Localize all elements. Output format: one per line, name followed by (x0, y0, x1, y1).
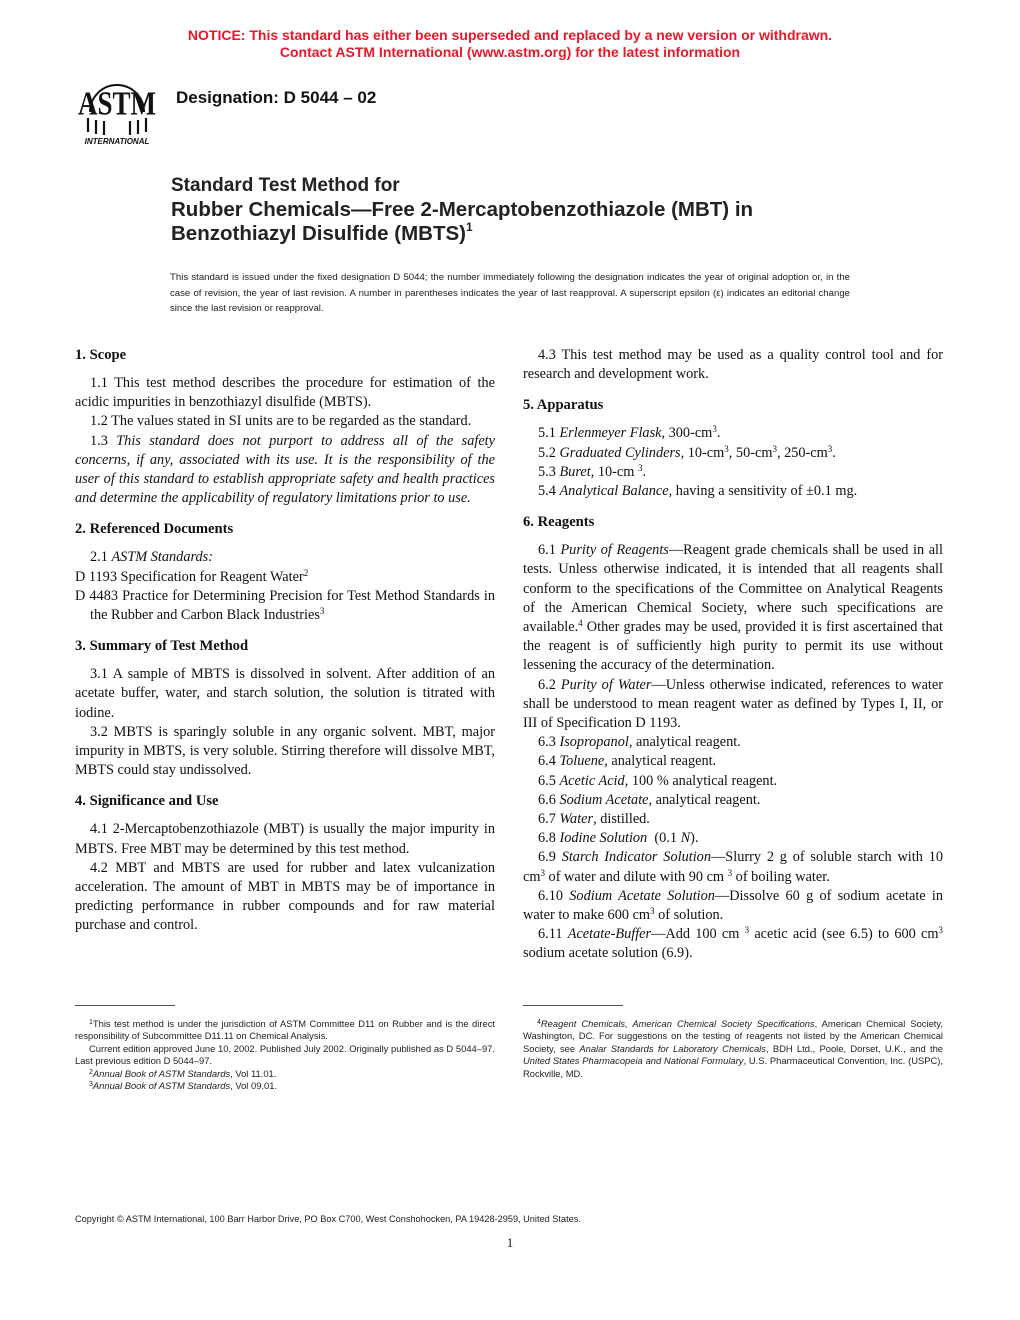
para-6-1: 6.1 Purity of Reagents—Reagent grade chemicals shall be used in all tests. Unless otherwise indicated, it is intended that all reagents shall conform to the specifications of the Committee on Analytical Reagents of the American Chemical Society, where such specifications are available.$^4$ Other grades may be used, provided it is first ascertained that the reagent is of sufficiently high purity to permit its use without lessening the accuracy of the determination. (523, 542, 943, 674)
left-column (75, 346, 495, 936)
para-3-2: 3.2 MBTS is sparingly soluble in any organic solvent. MBT, major impurity in MBTS, is very soluble. Stirring therefore will dissolve MBT, MBTS could stay undissolved. (75, 723, 495, 779)
para-4-3: 4.3 This test method may be used as a quality control tool and for research and development work. (523, 347, 943, 383)
notice-line-1: NOTICE: This standard has either been superseded and replaced by a new version or withdrawn. (187, 27, 833, 43)
right-column (523, 346, 943, 964)
para-5-1: 5.1 Erlenmeyer Flask, $300-cm^3$. (538, 424, 721, 442)
section-2-heading: 2. Referenced Documents (75, 521, 234, 538)
footnote-4: $^4$Reagent Chemicals, American Chemical Society Specifications, American Chemical Society, Washington, DC. For suggestions on the testing of reagents not listed by the American Chemical Society, see Analar Standards for Laboratory Chemicals, BDH Ltd., Poole, Dorset, U.K., and the United States Pharmacopeia and National Formulary, U.S. Pharmaceutical Convention, Inc. (USPC), Rockville, MD. (523, 1018, 943, 1079)
para-1-3: 1.3 This standard does not purport to address all of the safety concerns, if any, associated with its use. It is the responsibility of the user of this standard to establish appropriate safety and health practices and determine the applicability of regulatory limitations prior to use. (75, 432, 495, 507)
para-6-11: 6.11 Acetate-Buffer—Add 100 cm $^3$ acetic acid (see 6.5) to 600 $cm^3$ sodium acetate solution (6.9). (523, 925, 943, 962)
copyright-line: Copyright © ASTM International, 100 Barr Harbor Drive, PO Box C700, West Conshohocken, PA 19428-2959, United States. (75, 1214, 581, 1224)
title-footnote-ref[interactable]: 1 (465, 220, 473, 234)
para-1-2: 1.2 The values stated in SI units are to be regarded as the standard. (90, 413, 472, 430)
para-4-2: 4.2 MBT and MBTS are used for rubber and latex vulcanization acceleration. The amount of MBT in MBTS may be of importance in predicting performance in rubber compounds and for raw material purchase and control. (75, 859, 495, 934)
para-6-9: 6.9 Starch Indicator Solution—Slurry 2 g of soluble starch with 10 $cm^3$ of water and dilute with 90 cm $^3$ of boiling water. (523, 849, 944, 885)
notice-line-2: Contact ASTM International (www.astm.org) for the latest information (279, 44, 741, 60)
footnote-2: $^2$Annual Book of ASTM Standards, Vol 11.01. (89, 1067, 277, 1079)
footnote-3: $^3$Annual Book of ASTM Standards, Vol 09.01. (89, 1080, 278, 1092)
section-3-heading: 3. Summary of Test Method (75, 638, 249, 655)
para-6-10: 6.10 Sodium Acetate Solution—Dissolve 60 g of sodium acetate in water to make 600 $cm^3$ of solution. (523, 887, 944, 924)
para-3-1: 3.1 A sample of MBTS is dissolved in solvent. After addition of an acetate buffer, water, and starch solution, the solution is titrated with iodine. (75, 666, 495, 721)
para-6-4: 6.4 Toluene, analytical reagent. (538, 753, 717, 770)
ref-d1193[interactable]: D 1193 Specification for Reagent Water$^2$ (75, 567, 309, 585)
astm-logo (74, 76, 160, 148)
section-1-heading: 1. Scope (75, 347, 127, 363)
para-5-2: 5.2 Graduated Cylinders, $10-cm^3$, $50-cm^3$, $250-cm^3$. (538, 443, 836, 461)
title-line-1: Standard Test Method for (171, 175, 400, 196)
title-line-2: Rubber Chemicals—Free 2-Mercaptobenzothiazole (MBT) in (171, 198, 754, 221)
para-6-7: 6.7 Water, distilled. (538, 811, 650, 828)
footnote-1-cont: Current edition approved June 10, 2002. Published July 2002. Originally published as D 5044–97. Last previous edition D 5044–97. (75, 1042, 495, 1067)
footnote-1: $^1$This test method is under the jurisdiction of ASTM Committee D11 on Rubber and is the direct responsibility of Subcommittee D11.11 on Chemical Analysis. (75, 1018, 495, 1042)
designation: Designation: D 5044 – 02 (176, 88, 377, 107)
para-6-5: 6.5 Acetic Acid, 100 % analytical reagent. (538, 772, 778, 789)
para-2-1: 2.1 ASTM Standards: (90, 549, 213, 566)
para-6-6: 6.6 Sodium Acetate, analytical reagent. (538, 791, 761, 808)
document-title (171, 174, 891, 246)
para-1-1: 1.1 This test method describes the procedure for estimation of the acidic impurities in benzothiazyl disulfide (MBTS). (75, 375, 495, 411)
title-line-3: Benzothiazyl Disulfide (MBTS)$^1$ (171, 220, 473, 245)
para-5-3: 5.3 Buret, 10-cm $^3$. (538, 462, 647, 480)
ref-d4483[interactable]: D 4483 Practice for Determining Precision for Test Method Standards in the Rubber and Carbon Black Industries$^3$ (75, 587, 495, 624)
footnotes-left (75, 1018, 495, 1092)
page-number: 1 (506, 1235, 514, 1250)
logo-letters: ASTM (78, 84, 156, 123)
section-6-heading: 6. Reagents (523, 514, 595, 531)
para-6-3: 6.3 Isopropanol, analytical reagent. (538, 734, 741, 751)
para-5-4: 5.4 Analytical Balance, having a sensitivity of ±0.1 mg. (538, 483, 858, 500)
logo-subtitle: INTERNATIONAL (84, 137, 150, 146)
section-5-heading: 5. Apparatus (523, 397, 604, 414)
section-4-heading: 4. Significance and Use (75, 793, 219, 810)
preface-note: This standard is issued under the fixed designation D 5044; the number immediately following the designation indicates the year of original adoption or, in the case of revision, the year of last revision. A number in parentheses indicates the year of last reapproval. A superscript epsilon (ε) indicates an editorial change since the last revision or reapproval. (170, 272, 850, 314)
para-6-2: 6.2 Purity of Water—Unless otherwise indicated, references to water shall be understood to mean reagent water as defined by Types I, II, or III of Specification D 1193. (523, 676, 943, 732)
footnote-rule-right (523, 1005, 623, 1006)
withdrawal-notice (0, 27, 1020, 61)
footnote-rule-left (75, 1005, 175, 1006)
footnotes-right (523, 1018, 943, 1080)
para-4-1: 4.1 2-Mercaptobenzothiazole (MBT) is usually the major impurity in MBTS. Free MBT may be determined by this test method. (75, 821, 495, 857)
para-6-8: 6.8 Iodine Solution (0.1 N). (538, 830, 699, 847)
